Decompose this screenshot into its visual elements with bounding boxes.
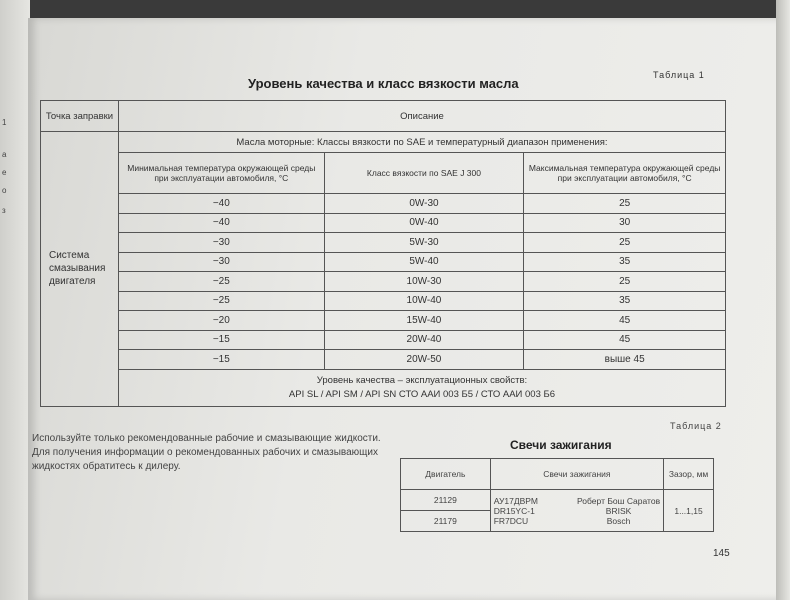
plug-maker: BRISK [605, 505, 632, 516]
quality-level-line1: Уровень качества – эксплуатационных свойств: [316, 374, 528, 386]
sae-class-cell: 20W-50 [324, 350, 524, 370]
max-temp-cell: 35 [524, 291, 726, 311]
col-min-temp-header: Минимальная температура окружающей среды при эксплуатации автомобиля, °C [118, 153, 324, 194]
plugs-header: Свечи зажигания [490, 459, 663, 490]
sae-class-cell: 10W-30 [324, 272, 524, 292]
min-temp-cell: −15 [118, 350, 324, 370]
quality-level-cell [118, 369, 725, 406]
plugs-cell [490, 490, 663, 532]
max-temp-cell: 25 [524, 272, 726, 292]
oil-subheader: Масла моторные: Классы вязкости по SAE и температурный диапазон применения: [118, 132, 725, 153]
min-temp-cell: −30 [118, 233, 324, 253]
left-page-mark: 1 [2, 118, 7, 127]
sae-class-cell: 0W-30 [324, 194, 524, 214]
left-page-mark: з [2, 206, 6, 215]
plug-model: АУ17ДВРМ [493, 495, 538, 506]
plug-model: FR7DCU [493, 515, 529, 526]
sae-class-cell: 10W-40 [324, 291, 524, 311]
sae-class-cell: 15W-40 [324, 311, 524, 331]
table-row [41, 233, 726, 253]
sae-class-cell: 20W-40 [324, 330, 524, 350]
oil-viscosity-table [40, 100, 726, 407]
min-temp-cell: −40 [118, 194, 324, 214]
table-row [41, 194, 726, 214]
table1-title: Уровень качества и класс вязкости масла [248, 76, 519, 91]
left-page-mark: а [2, 150, 7, 159]
min-temp-cell: −25 [118, 291, 324, 311]
table-row [41, 252, 726, 272]
max-temp-cell: 35 [524, 252, 726, 272]
plug-maker: Bosch [606, 515, 631, 526]
header-description: Описание [118, 101, 725, 132]
table-row [41, 272, 726, 292]
max-temp-cell: 25 [524, 233, 726, 253]
max-temp-cell: выше 45 [524, 350, 726, 370]
plug-model: DR15YC-1 [493, 505, 535, 516]
left-page-mark: е [2, 168, 7, 177]
header-refill-point: Точка заправки [41, 101, 119, 132]
gap-cell: 1...1,15 [664, 490, 714, 532]
engine-cell: 21129 [401, 490, 491, 511]
min-temp-cell: −15 [118, 330, 324, 350]
table2-title: Свечи зажигания [510, 438, 612, 452]
max-temp-cell: 30 [524, 213, 726, 233]
sae-class-cell: 0W-40 [324, 213, 524, 233]
min-temp-cell: −40 [118, 213, 324, 233]
left-page-mark: о [2, 186, 7, 195]
spark-plugs-table [400, 458, 714, 532]
min-temp-cell: −20 [118, 311, 324, 331]
min-temp-cell: −30 [118, 252, 324, 272]
table-row [41, 311, 726, 331]
table-row [41, 213, 726, 233]
table-row [41, 350, 726, 370]
fluids-note: Используйте только рекомендованные рабочие и смазывающие жидкости. Для получения информации о рекомендованных рабочих и смазывающих жидкостях обратитесь к дилеру. [32, 433, 381, 472]
table-row [41, 330, 726, 350]
col-max-temp-header: Максимальная температура окружающей среды при эксплуатации автомобиля, °C [524, 153, 726, 194]
right-page-edge [776, 0, 790, 600]
engine-cell: 21179 [401, 511, 491, 532]
max-temp-cell: 45 [524, 330, 726, 350]
plug-maker: Роберт Бош Саратов [577, 495, 661, 506]
sae-class-cell: 5W-40 [324, 252, 524, 272]
table1-label: Таблица 1 [653, 70, 705, 80]
col-sae-header: Класс вязкости по SAE J 300 [324, 153, 524, 194]
document-page [28, 18, 778, 600]
table-row [41, 291, 726, 311]
max-temp-cell: 25 [524, 194, 726, 214]
min-temp-cell: −25 [118, 272, 324, 292]
page-number: 145 [713, 548, 730, 559]
sae-class-cell: 5W-30 [324, 233, 524, 253]
table2-label: Таблица 2 [670, 421, 722, 431]
engine-header: Двигатель [401, 459, 491, 490]
max-temp-cell: 45 [524, 311, 726, 331]
gap-header: Зазор, мм [664, 459, 714, 490]
quality-level-line2: API SL / API SM / API SN СТО ААИ 003 Б5 / СТО ААИ 003 Б6 [288, 388, 556, 400]
left-page-edge [0, 0, 30, 600]
lubrication-system-cell: Система смазывания двигателя [41, 132, 119, 407]
